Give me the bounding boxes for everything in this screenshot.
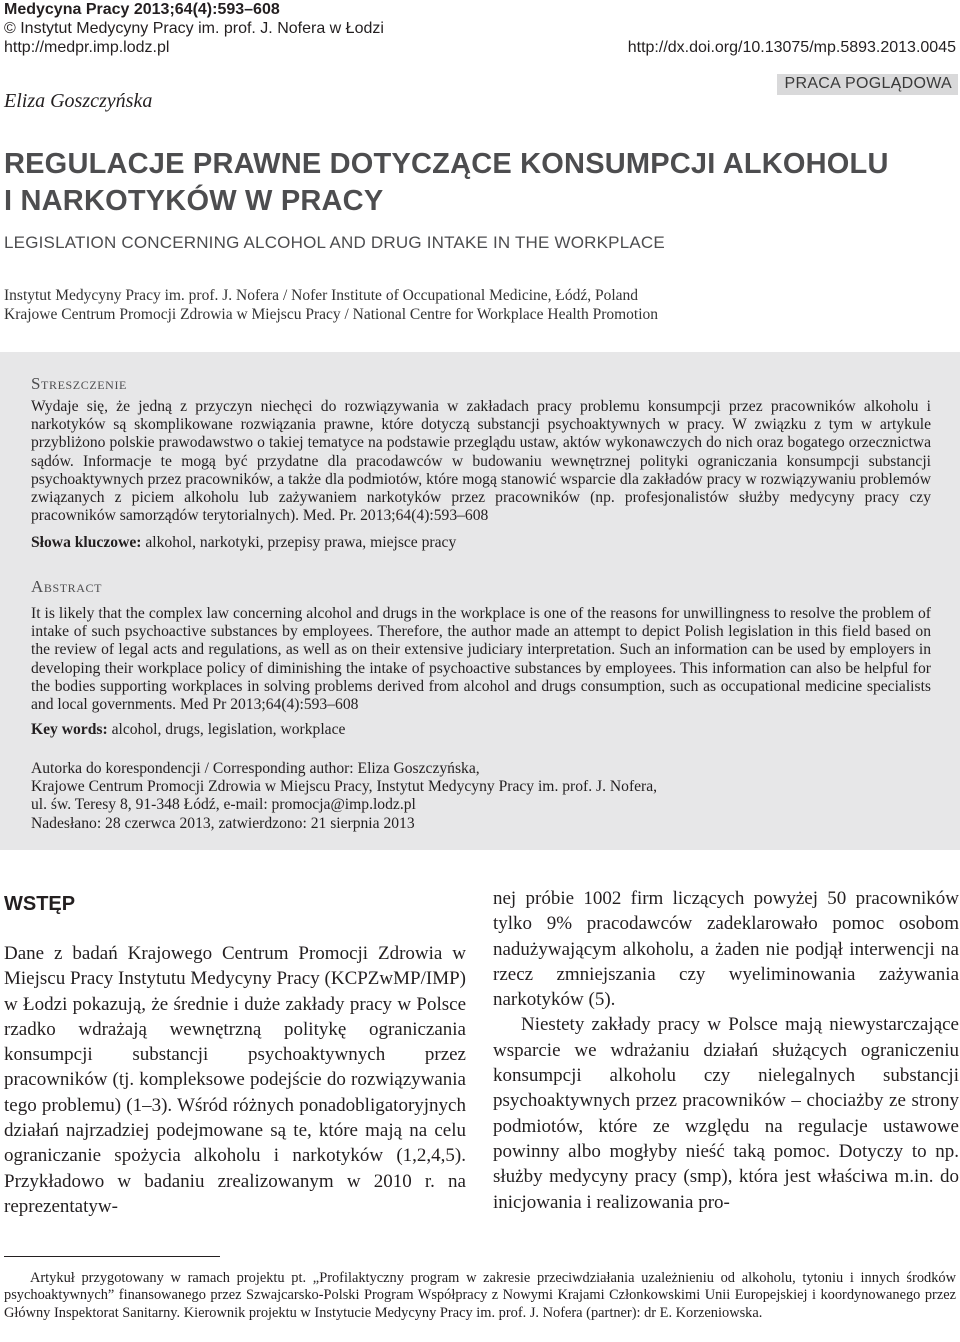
english-keywords	[31, 721, 345, 739]
copyright-line: © Instytut Medycyny Pracy im. prof. J. Nofera w Łodzi	[4, 20, 384, 37]
correspondence-address: ul. św. Teresy 8, 91-348 Łódź, e-mail: promocja@imp.lodz.pl	[31, 796, 416, 814]
author-name: Eliza Goszczyńska	[4, 90, 153, 112]
journal-reference	[4, 0, 384, 57]
polish-keywords	[31, 534, 456, 552]
abstract-text: It is likely that the complex law concerning alcohol and drugs in the workplace is one of the reasons for unwillingness to resolve the problem of intake of such psychoactive substances by employees. Therefore, the author made an attempt to depict Polish legislation in this field based on the review of legal acts and regulations, as well as on their extensive judiciary interpretation. Such an information can be used by employers in developing their workplace policy of diminishing the intake of psychoactive substances by employees. This information can also be helpful for the bodies supporting workplaces in solving problems derived from alcohol and drugs consumption, such as occupational medicine specialists and local governments. Med Pr 2013;64(4):593–608	[31, 605, 931, 714]
english-keywords-list: alcohol, drugs, legislation, workplace	[111, 721, 346, 738]
polish-keywords-label: Słowa kluczowe:	[31, 534, 142, 551]
body-paragraph: Dane z badań Krajowego Centrum Promocji Zdrowia w Miejscu Pracy Instytutu Medycyny Pracy (KCPZwMP/IMP) w Łodzi pokazują, że średnie i duże zakłady pracy w Polsce rzadko wdrażają wewnętrzną politykę ograniczania konsumpcji substancji psychoaktywnych przez pracowników (tj. kompleksowe podejście do rozwiązywania tego problemu) (1–3). Wśród różnych ponadobligatoryjnych działań najrzadziej podejmowane są te, które mają na celu ograniczanie spożycia alkoholu i narkotyków (1,2,4,5). Przykładowo w badaniu zrealizowanym w 2010 r. na reprezentatyw-	[4, 943, 466, 1217]
affiliation-line: Instytut Medycyny Pracy im. prof. J. Nofera / Nofer Institute of Occupational Medicine, Łódź, Poland	[4, 287, 639, 304]
body-column-right	[493, 886, 959, 1215]
title-line-2: I NARKOTYKÓW W PRACY	[4, 185, 384, 217]
article-type-badge: PRACA POGLĄDOWA	[777, 74, 959, 95]
footnote-divider	[4, 1256, 220, 1257]
body-paragraph: Niestety zakłady pracy w Polsce mają niewystarczające wsparcie we wdrażaniu działań służących ograniczeniu konsumpcji alkoholu czy nielegalnych substancji psychoaktywnych przez pracowników – chociażby ze strony podmiotów, które ze względu na regulacje ustawowe powinny albo mogłyby nieść taką pomoc. Dotyczy to np. służby medycyny pracy (smp), która jest właściwa m.in. do inicjowania i realizowania pro-	[493, 1014, 959, 1213]
abstract-panel	[0, 352, 960, 850]
correspondence-author: Autorka do korespondencji / Corresponding author: Eliza Goszczyńska,	[31, 760, 480, 777]
submission-dates: Nadesłano: 28 czerwca 2013, zatwierdzono: 21 sierpnia 2013	[31, 814, 415, 832]
journal-website-link[interactable]: http://medpr.imp.lodz.pl	[4, 39, 170, 56]
polish-keywords-list: alkohol, narkotyki, przepisy prawa, miejsce pracy	[145, 534, 457, 551]
article-title-polish	[4, 146, 889, 220]
affiliations	[4, 286, 658, 324]
correspondence-block	[31, 760, 657, 833]
footnote	[4, 1270, 956, 1322]
doi-link[interactable]: http://dx.doi.org/10.13075/mp.5893.2013.0045	[627, 39, 956, 56]
body-column-left	[4, 941, 466, 1219]
section-heading-wstep: WSTĘP	[4, 893, 76, 915]
english-keywords-label: Key words:	[31, 721, 108, 738]
journal-citation: Medycyna Pracy 2013;64(4):593–608	[4, 1, 280, 18]
affiliation-line: Krajowe Centrum Promocji Zdrowia w Miejscu Pracy / National Centre for Workplace Health Promotion	[4, 306, 659, 323]
body-paragraph: nej próbie 1002 firm liczących powyżej 50 pracowników tylko 9% pracodawców zadeklarowało pomoc osobom nadużywającym alkoholu, a żaden nie podjął interwencji na rzecz zmniejszania czy wyeliminowania zażywania narkotyków (5).	[493, 888, 959, 1011]
streszczenie-heading: Streszczenie	[31, 374, 127, 393]
abstract-heading: Abstract	[31, 577, 103, 596]
article-title-english: LEGISLATION CONCERNING ALCOHOL AND DRUG INTAKE IN THE WORKPLACE	[4, 233, 665, 252]
footnote-text: Artykuł przygotowany w ramach projektu pt. „Profilaktyczny program w zakresie przeciwdziałania uzależnieniu od alkoholu, tytoniu i innych środków psychoaktywnych” finansowanego przez Szwajcarsko-Polski Program Współpracy z Nowymi Krajami Członkowskimi Unii Europejskiej i koordynowanego przez Główny Inspektorat Sanitarny. Kierownik projektu w Instytucie Medycyny Pracy im. prof. J. Nofera (partner): dr E. Korzeniowska.	[4, 1270, 956, 1321]
correspondence-institution: Krajowe Centrum Promocji Zdrowia w Miejscu Pracy, Instytut Medycyny Pracy im. prof. J. Nofera,	[31, 778, 658, 796]
streszczenie-text: Wydaje się, że jedną z przyczyn niechęci do rozwiązywania w zakładach pracy problemu konsumpcji przez pracowników alkoholu i narkotyków są skomplikowane rozwiązania prawne, które dotyczą substancji psychoaktywnych w pracy. W związku z tym w artykule przybliżono polskie prawodawstwo o takiej tematyce na podstawie przeglądu ustaw, aktów wykonawczych do nich oraz bogatego orzecznictwa sądów. Informacje te mogą być przydatne dla pracodawców w budowaniu wewnętrznej polityki ograniczania konsumpcji substancji psychoaktywnych przez pracowników, a także dla podmiotów, które mogą stanowić wsparcie dla zakładów pracy w rozwiązywaniu problemów związanych z piciem alkoholu lub zażywaniem narkotyków przez pracowników (np. profesjonalistów służby medycyny pracy czy pracowników samorządów terytorialnych). Med. Pr. 2013;64(4):593–608	[31, 398, 931, 525]
title-line-1: REGULACJE PRAWNE DOTYCZĄCE KONSUMPCJI ALKOHOLU	[4, 148, 889, 180]
